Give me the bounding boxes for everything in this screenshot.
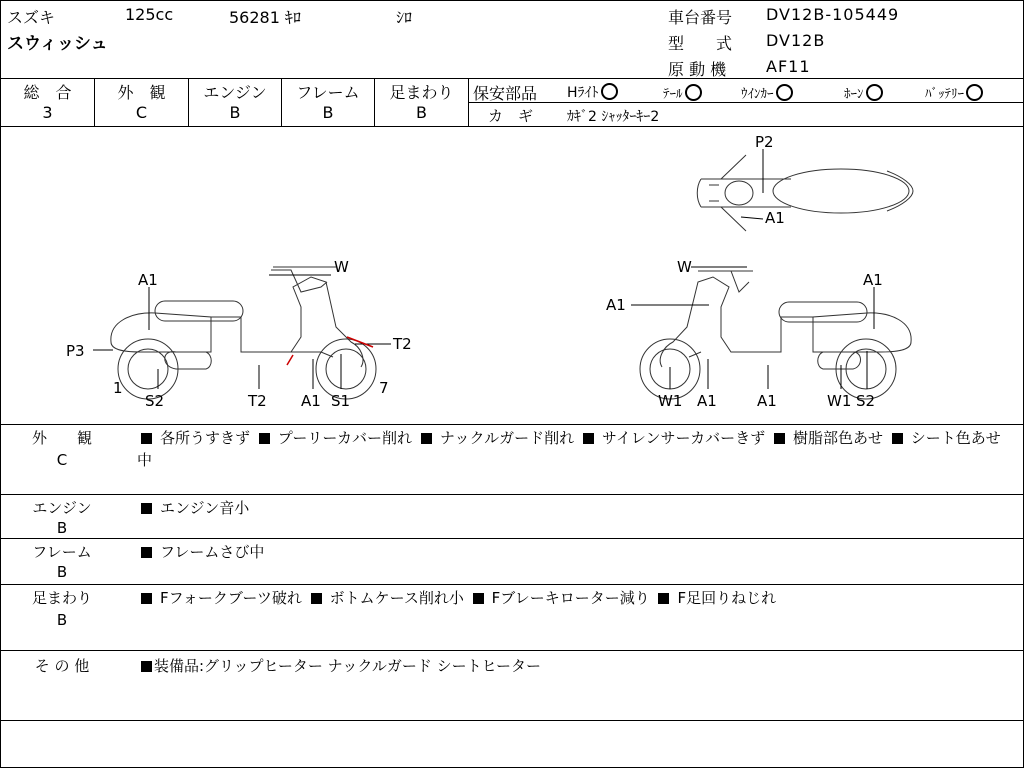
bullet-square-icon [583, 433, 594, 444]
frame-grade: B [322, 103, 334, 122]
mark-t2-bottom: T2 [248, 392, 267, 410]
mark-num1: 1 [113, 379, 123, 397]
mark-p2: P2 [755, 133, 774, 151]
damage-diagram [1, 127, 1023, 424]
tail-label: ﾃｰﾙ [663, 87, 683, 102]
keys-value: ｶｷﾞ2 ｼｬｯﾀｰｷｰ2 [567, 109, 660, 125]
remark-item: ナックルガード削れ [439, 429, 575, 447]
remark-grade: C [56, 451, 68, 469]
remark-item: フレームさび中 [160, 543, 265, 561]
divider [1, 78, 1023, 79]
ok-circle-icon [601, 83, 618, 100]
displacement: 125cc [125, 5, 174, 24]
ok-circle-icon [866, 84, 883, 101]
bullet-square-icon [473, 593, 484, 604]
bullet-square-icon [658, 593, 669, 604]
remark-item: ボトムケース削れ小 [329, 589, 464, 607]
mark-w: W [334, 258, 349, 276]
remark-item: 装備品:グリップヒーター ナックルガード シートヒーター [154, 657, 542, 675]
engine-grade: B [229, 103, 241, 122]
remark-item: 樹脂部色あせ [792, 429, 883, 447]
mark-num7: 7 [379, 379, 389, 397]
headlight-item [567, 82, 618, 102]
mark-a1-b: A1 [697, 392, 717, 410]
battery-item [925, 83, 983, 102]
bullet-square-icon [259, 433, 270, 444]
remark-grade: B [56, 563, 68, 581]
mark-s1: S1 [331, 392, 351, 410]
ok-circle-icon [966, 84, 983, 101]
mark-a1-bottom: A1 [301, 392, 321, 410]
mark-w1-a: W1 [658, 392, 683, 410]
bullet-square-icon [141, 433, 152, 444]
mark-a1-c: A1 [757, 392, 777, 410]
remark-item: シート色あせ中 [137, 429, 1001, 469]
bullet-square-icon [774, 433, 785, 444]
remark-item: F足回りねじれ [677, 589, 777, 607]
divider [1, 720, 1023, 721]
mark-s2: S2 [145, 392, 165, 410]
frame-no-label: 車台番号 [668, 8, 733, 27]
remark-text [137, 587, 1007, 609]
mark-a1-top-view: A1 [765, 209, 785, 227]
bullet-square-icon [141, 593, 152, 604]
total-grade: 3 [42, 103, 53, 122]
mileage: 56281 ｷﾛ [229, 8, 301, 27]
remark-text [137, 541, 1007, 563]
engine-label: 原 動 機 [668, 60, 727, 79]
remark-text [137, 655, 1007, 677]
suspension-label: 足まわり [389, 83, 454, 102]
engine-model: AF11 [766, 57, 811, 76]
divider [1, 538, 1023, 539]
exterior-grade: C [135, 103, 148, 122]
mark-t2-right: T2 [393, 335, 412, 353]
divider [1, 650, 1023, 651]
keys-label: カ ギ [488, 107, 534, 125]
bullet-square-icon [421, 433, 432, 444]
remark-item: サイレンサーカバーきず [601, 429, 766, 447]
safety-label: 保安部品 [473, 84, 538, 103]
ok-circle-icon [776, 84, 793, 101]
remark-label: エンジン [32, 499, 92, 517]
type-label: 型 式 [668, 34, 733, 53]
type-value: DV12B [766, 31, 826, 50]
remark-item: 各所うすきず [160, 429, 251, 447]
divider [468, 78, 469, 126]
mark-w-right: W [677, 258, 692, 276]
divider [1, 424, 1023, 425]
total-label: 総 合 [23, 83, 72, 102]
suspension-grade: B [416, 103, 427, 122]
divider [1, 494, 1023, 495]
mark-s2-right: S2 [856, 392, 876, 410]
remark-item: Fフォークブーツ破れ [160, 589, 302, 607]
remark-item: Fブレーキローター減り [491, 589, 650, 607]
engine-grade-label: エンジン [203, 83, 267, 102]
remark-text [137, 497, 1007, 519]
bullet-square-icon [311, 593, 322, 604]
color: ｼﾛ [396, 8, 413, 27]
bullet-square-icon [141, 661, 152, 672]
winker-item [741, 83, 793, 102]
mark-a1-top: A1 [138, 271, 158, 289]
remark-text [137, 427, 1007, 471]
remark-label: フレーム [32, 543, 92, 561]
maker: スズキ [7, 8, 56, 27]
horn-label: ﾎｰﾝ [844, 87, 864, 102]
scooter-top-view [697, 155, 913, 231]
remark-label: 足まわり [31, 589, 92, 607]
remark-grade: B [56, 519, 68, 537]
model-name: スウィッシュ [7, 34, 108, 54]
frame-grade-label: フレーム [296, 83, 360, 102]
exterior-label: 外 観 [117, 83, 166, 102]
mark-a1-right-top: A1 [863, 271, 883, 289]
bullet-square-icon [892, 433, 903, 444]
winker-label: ｳｲﾝｶｰ [741, 87, 774, 102]
remark-label: 外 観 [31, 429, 92, 447]
bullet-square-icon [141, 503, 152, 514]
mark-p3: P3 [66, 342, 85, 360]
mark-w1-b: W1 [827, 392, 852, 410]
remark-label: そ の 他 [34, 657, 90, 675]
horn-item [844, 83, 883, 102]
ok-circle-icon [685, 84, 702, 101]
mark-a1-right-left: A1 [606, 296, 626, 314]
divider [468, 102, 1023, 103]
scooter-right-view [640, 271, 911, 399]
remark-grade: B [56, 611, 68, 629]
tail-item [663, 83, 702, 102]
headlight-label: Hﾗｲﾄ [567, 85, 599, 101]
bullet-square-icon [141, 547, 152, 558]
remark-item: エンジン音小 [160, 499, 250, 517]
battery-label: ﾊﾞｯﾃﾘｰ [925, 87, 964, 102]
divider [1, 584, 1023, 585]
remark-item: プーリーカバー削れ [277, 429, 413, 447]
frame-no: DV12B-105449 [766, 5, 900, 24]
